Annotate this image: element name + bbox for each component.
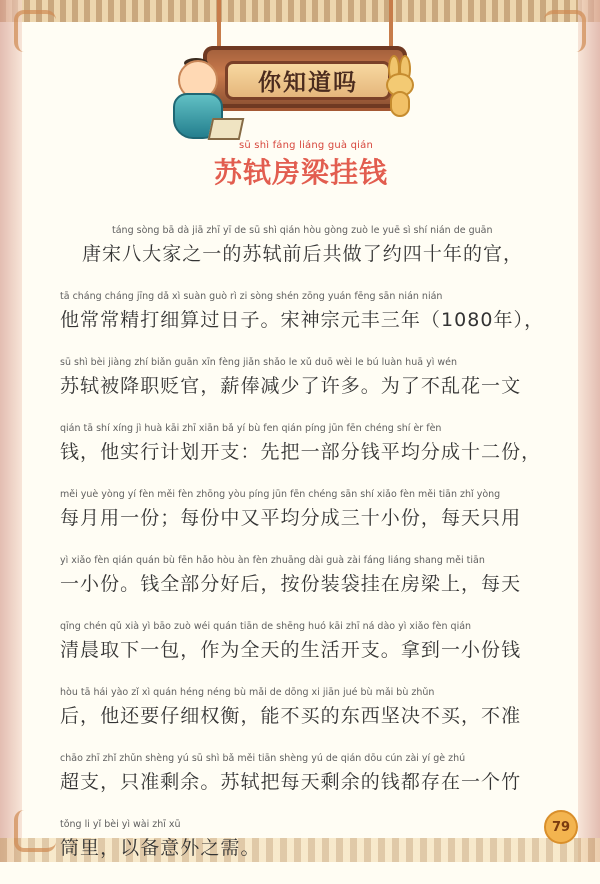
pinyin-line-2: tā cháng cháng jīng dǎ xì suàn guò rì zi sòng shén zōng yuán fēng sān nián nián (60, 291, 443, 302)
pinyin-line-1: táng sòng bā dà jiā zhī yī de sū shì qián hòu gòng zuò le yuē sì shí nián de guān (112, 225, 493, 236)
decorative-left-border (0, 0, 22, 862)
text-line-7: 清晨取下一包，作为全天的生活开支。拿到一小份钱 (60, 639, 522, 661)
pinyin-line-4: qián tā shí xíng jì huà kāi zhī xiān bǎ yí bù fen qián píng jūn fēn chéng shí èr fèn (60, 423, 442, 434)
decorative-corner-bottom-left (14, 810, 56, 852)
book-icon (208, 118, 245, 140)
article-title: 苏轼房梁挂钱 (213, 156, 388, 189)
pinyin-line-5: měi yuè yòng yí fèn měi fèn zhōng yòu píng jūn fēn chéng sān shí xiǎo fèn měi tiān zhǐ yòng (60, 489, 501, 500)
text-line-3: 苏轼被降职贬官，薪俸减少了许多。为了不乱花一文 (60, 375, 522, 397)
text-line-8: 后，他还要仔细权衡，能不买的东西坚决不买，不准 (60, 705, 522, 727)
pinyin-line-6: yì xiǎo fèn qián quán bù fēn hǎo hòu àn fèn zhuāng dài guà zài fáng liáng shang měi tiān (60, 555, 485, 566)
text-line-4: 钱，他实行计划开支：先把一部分钱平均分成十二份， (60, 441, 542, 463)
pinyin-line-7: qīng chén qǔ xià yì bāo zuò wéi quán tiān de shēng huó kāi zhī ná dào yì xiǎo fèn qián (60, 621, 472, 632)
rabbit-illustration (383, 55, 413, 117)
pinyin-line-9: chāo zhī zhǐ zhǔn shèng yú sū shì bǎ měi tiān shèng yú de qián dōu cún zài yí gè zhú (60, 753, 466, 764)
sign-text: 你知道吗 (225, 61, 391, 100)
decorative-right-border (578, 0, 600, 862)
decorative-corner-top-right (544, 10, 586, 52)
child-illustration (160, 58, 240, 138)
sign-rope-left (217, 0, 221, 48)
article-body (60, 224, 545, 884)
title-pinyin: sū shì fáng liáng guà qián (238, 140, 374, 151)
page-number-badge: 79 (544, 810, 578, 844)
pinyin-line-3: sū shì bèi jiàng zhí biǎn guān xīn fèng jiǎn shǎo le xǔ duō wèi le bú luàn huā yì wén (60, 357, 457, 368)
text-line-6: 一小份。钱全部分好后，按份装袋挂在房梁上，每天 (60, 573, 522, 595)
pinyin-line-8: hòu tā hái yào zǐ xì quán héng néng bù mǎi de dōng xi jiān jué bù mǎi bù zhǔn (60, 687, 435, 698)
text-line-9: 超支，只准剩余。苏轼把每天剩余的钱都存在一个竹 (60, 771, 522, 793)
text-line-1: 唐宋八大家之一的苏轼前后共做了约四十年的官， (82, 243, 524, 265)
text-line-10: 筒里，以备意外之需。 (60, 837, 261, 859)
pinyin-line-10: tǒng li yǐ bèi yì wài zhī xū (60, 819, 181, 830)
text-line-2: 他常常精打细算过日子。宋神宗元丰三年（1080年）， (60, 309, 545, 331)
sign-rope-right (389, 0, 393, 48)
rabbit-body (390, 91, 410, 117)
text-line-5: 每月用一份；每份中又平均分成三十小份，每天只用 (60, 507, 522, 529)
decorative-corner-top-left (14, 10, 56, 52)
